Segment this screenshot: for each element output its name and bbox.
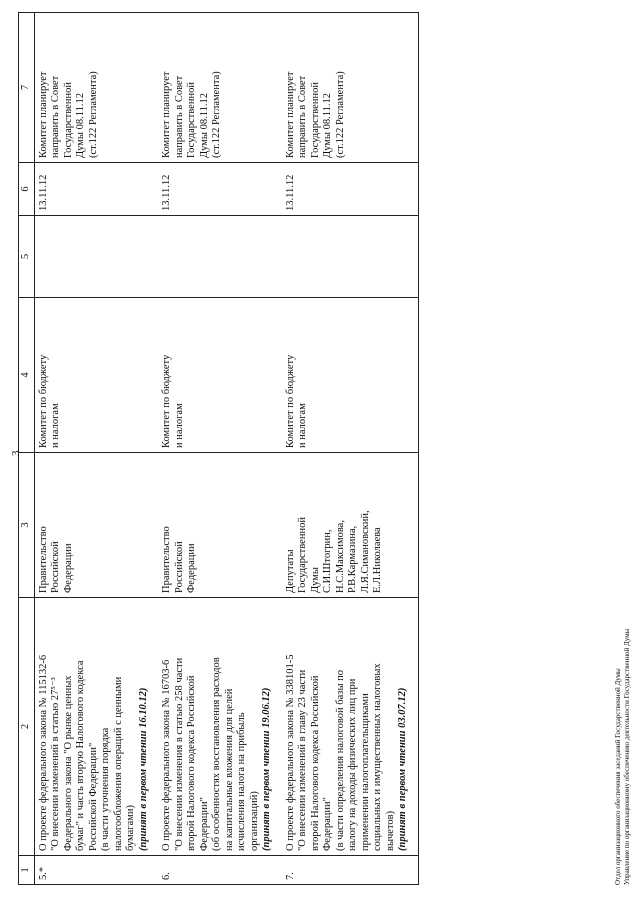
table-row [282,13,419,885]
bill-description-line: второй Налогового кодекса Российской [186,675,197,851]
note-cell [34,13,158,163]
agenda-table [18,12,419,885]
note-line: Комитет планирует [161,71,172,158]
bill-description-line: налогу на доходы физических лиц при [347,678,358,851]
column-header-5: 5 [19,216,35,298]
column-header-7: 7 [19,13,35,163]
reading-status: (принят в первом чтении 19.06.12) [261,687,272,851]
bill-title: О проекте федерального закона № 338101-5 [284,654,296,851]
bill-description-line: на капитальные вложения для целей [223,688,235,851]
column-header-1: 1 [19,856,35,885]
initiator-line: С.И.Штогрин, [322,529,333,593]
column-5-cell [34,216,158,298]
table-row [158,13,282,885]
committee-line: Комитет по бюджету [161,354,172,448]
bill-description-line: Федерации" [198,797,210,851]
bill-description-line: "О внесении изменения в статью 258 части [173,657,185,851]
initiator-line: Е.Л.Николаева [372,527,383,593]
note-line: (ст.122 Регламента) [211,71,222,158]
column-5-cell [282,216,419,298]
note-line: направить в Совет [173,75,185,158]
initiator-line: Российской [50,541,61,593]
note-cell [282,13,419,163]
column-header-6: 6 [19,163,35,216]
note-line: Государственной [309,82,321,158]
footer-line-2: Управление по организационному обеспечению деятельности Государственной Думы [623,628,631,885]
bill-description-line: исчисления налога на прибыль [236,712,247,851]
bill-description-line: Федерального закона "О рынке ценных [62,675,74,851]
header-row [19,13,35,885]
bill-description-line: бумагами) [125,804,136,851]
committee-cell [282,298,419,453]
page-number: 3 [10,450,22,456]
bill-description-line: "О внесении изменений в главу 23 части [297,669,308,851]
initiator-cell [282,453,419,598]
note-line: Государственной [186,82,197,158]
note-line: Государственной [62,82,74,158]
note-line: (ст.122 Регламента) [87,71,99,158]
column-header-3: 3 [19,453,35,598]
bill-title: О проекте федерального закона № 16703-6 [161,659,172,851]
note-line: Комитет планирует [37,71,49,158]
initiator-line: Н.С.Максимова, [334,520,346,593]
initiator-line: Государственной [297,517,308,593]
note-line: Думы 08.11.12 [75,93,86,158]
date-cell: 13.11.12 [158,163,282,216]
initiator-cell [158,453,282,598]
bill-description-line: Российской Федерации" [87,742,99,851]
initiator-line: Л.Я.Симановский, [359,510,371,593]
bill-description-line: налогообложения операций с ценными [112,676,124,851]
note-line: (ст.122 Регламента) [334,71,346,158]
note-line: Думы 08.11.12 [198,93,210,158]
row-number: 5.* [34,856,158,885]
initiator-line: Российской [173,541,185,593]
reading-status: (принят в первом чтении 16.10.12) [137,687,149,851]
initiator-line: Р.В.Кармазина, [347,525,358,593]
initiator-cell [34,453,158,598]
bill-description-line: (в части уточнения порядка [100,727,111,851]
note-line: Думы 08.11.12 [322,93,333,158]
committee-cell [34,298,158,453]
committee-line: Комитет по бюджету [284,354,296,448]
committee-line: и налогам [297,403,308,448]
bill-description-line: "О внесении изменений в статью 27⁵⁻³ [50,677,61,851]
initiator-line: Депутаты [284,549,296,593]
committee-cell [158,298,282,453]
reading-status: (принят в первом чтении 03.07.12) [397,687,408,851]
bill-title: О проекте федерального закона № 115132-6 [37,654,49,851]
footer-line-1: Отдел организационного обеспечения заседаний Государственной Думы [614,668,622,885]
committee-line: Комитет по бюджету [37,354,49,448]
bill-description-line: применении налогоплательщиками [359,693,371,851]
bill-description-cell [282,598,419,856]
column-header-4: 4 [19,298,35,453]
column-5-cell [158,216,282,298]
column-header-2: 2 [19,598,35,856]
bill-description-line: социальных и имущественных налоговых [372,663,383,851]
bill-description-line: второй Налогового кодекса Российской [309,675,321,851]
bill-description-line: бумаг" и часть вторую Налогового кодекса [75,660,86,851]
note-line: Комитет планирует [284,71,296,158]
row-number: 6. [158,856,282,885]
bill-description-line: Федерации" [322,797,333,851]
note-line: направить в Совет [297,75,308,158]
note-cell [158,13,282,163]
initiator-line: Федерации [186,543,197,593]
date-cell: 13.11.12 [34,163,158,216]
initiator-line: Правительство [161,526,172,593]
note-line: направить в Совет [50,75,61,158]
bill-description-line: (об особенностях восстановления расходов [211,657,222,851]
table-row [34,13,158,885]
date-cell: 13.11.12 [282,163,419,216]
committee-line: и налогам [50,403,61,448]
bill-description-line: вычетов) [384,810,396,851]
row-number: 7. [282,856,419,885]
bill-description-cell [158,598,282,856]
initiator-line: Федерации [62,543,74,593]
bill-description-line: (в части определения налоговой базы по [334,670,346,851]
bill-description-cell [34,598,158,856]
committee-line: и налогам [173,403,185,448]
initiator-line: Правительство [37,526,49,593]
bill-description-line: организаций) [248,791,260,851]
initiator-line: Думы [309,567,321,593]
